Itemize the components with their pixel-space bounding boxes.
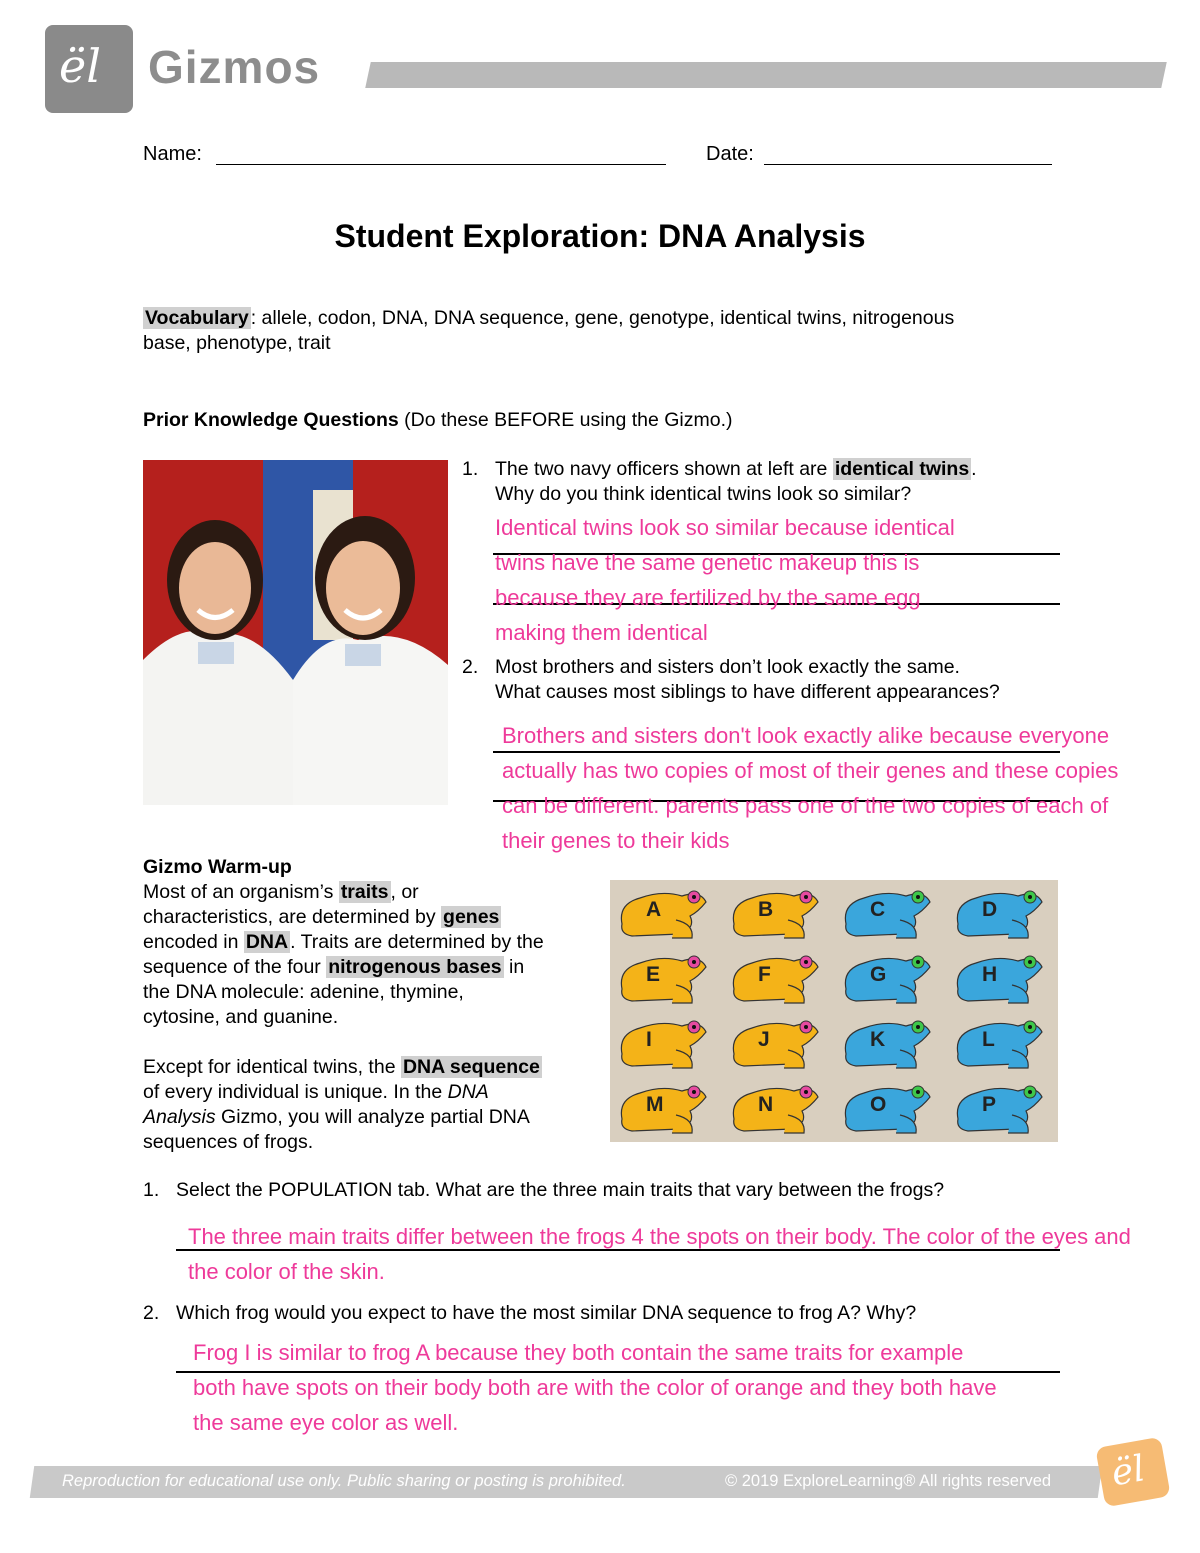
frog-label: N <box>758 1093 774 1116</box>
frog-label: J <box>758 1028 770 1051</box>
frog-icon <box>946 1010 1058 1075</box>
prior-q1-number: 1. <box>462 458 479 480</box>
frog-icon <box>834 1075 946 1140</box>
prior-heading: Prior Knowledge Questions <box>143 409 399 431</box>
frog-label: M <box>646 1093 664 1116</box>
warmup-text: Gizmo, you will analyze partial DNA <box>215 1106 530 1128</box>
frog-n <box>722 1075 834 1140</box>
name-label: Name: <box>143 143 202 165</box>
warmup-text: sequences of frogs. <box>143 1131 314 1153</box>
prior-q2-answer[interactable] <box>502 718 1192 858</box>
frog-icon <box>610 945 722 1010</box>
header-bar <box>365 62 1167 88</box>
vocabulary-label: Vocabulary <box>145 307 249 329</box>
vocab-highlight: nitrogenous bases <box>328 956 502 978</box>
frog-label: F <box>758 963 771 986</box>
frog-p <box>946 1075 1058 1140</box>
frog-i <box>610 1010 722 1075</box>
vocabulary-line1: : allele, codon, DNA, DNA sequence, gene, genotype, identical twins, nitrogenous <box>250 307 955 329</box>
q1-number: 1. <box>143 1179 160 1201</box>
warmup-heading: Gizmo Warm-up <box>143 856 292 878</box>
date-field[interactable] <box>764 146 1052 165</box>
frog-g <box>834 945 946 1010</box>
answer-line-text: their genes to their kids <box>502 828 730 853</box>
vocab-highlight: DNA sequence <box>402 1056 540 1078</box>
prior-q1-text <box>495 457 1095 507</box>
frog-o <box>834 1075 946 1140</box>
frog-population-panel <box>610 880 1058 1142</box>
frog-icon <box>946 945 1058 1010</box>
q2-number: 2. <box>143 1302 160 1324</box>
vocabulary-line2: base, phenotype, trait <box>143 332 331 354</box>
frog-label: G <box>870 963 887 986</box>
prior-q1-line1b: . <box>971 458 977 480</box>
frog-l <box>946 1010 1058 1075</box>
frog-h <box>946 945 1058 1010</box>
warmup-text: cytosine, and guanine. <box>143 1006 339 1028</box>
prior-q2-number: 2. <box>462 656 479 678</box>
prior-q2-text <box>495 655 1095 705</box>
answer-line-text: both have spots on their body both are with the color of orange and they both have <box>193 1375 997 1400</box>
answer-line-text: Brothers and sisters don't look exactly alike because everyone <box>502 723 1110 748</box>
frog-label: A <box>646 898 662 921</box>
frog-f <box>722 945 834 1010</box>
frog-label: K <box>870 1028 886 1051</box>
frog-label: I <box>646 1028 652 1051</box>
warmup-italic: DNA <box>447 1081 489 1103</box>
answer-line-text: Frog I is similar to frog A because they both contain the same traits for example <box>193 1340 964 1365</box>
prior-q1-highlight: identical twins <box>834 458 970 480</box>
frog-icon <box>946 880 1058 945</box>
frog-b <box>722 880 834 945</box>
prior-knowledge-heading <box>143 408 733 433</box>
vocab-highlight: DNA <box>245 931 289 953</box>
frog-label: E <box>646 963 661 986</box>
prior-q1-answer[interactable] <box>495 510 1095 650</box>
warmup-text: characteristics, are determined by <box>143 906 442 928</box>
frog-c <box>834 880 946 945</box>
footer-logo-glyph: ël <box>1108 1448 1148 1495</box>
warmup-section <box>143 855 603 1155</box>
twins-photo-svg <box>143 460 448 805</box>
warmup-text: , or <box>390 881 419 903</box>
gizmos-logo-icon <box>45 25 133 113</box>
answer-line-text: The three main traits differ between the frogs 4 the spots on their body. The color of the eyes and <box>188 1224 1131 1249</box>
frog-d <box>946 880 1058 945</box>
warmup-text: encoded in <box>143 931 244 953</box>
answer-line-text: actually has two copies of most of their genes and these copies <box>502 758 1119 783</box>
brand-name: Gizmos <box>148 41 321 93</box>
warmup-text: sequence of the four <box>143 956 327 978</box>
frog-icon <box>834 945 946 1010</box>
warmup-text: of every individual is unique. In the <box>143 1081 448 1103</box>
frog-icon <box>722 1010 834 1075</box>
vocab-highlight: genes <box>443 906 500 928</box>
frog-k <box>834 1010 946 1075</box>
frog-m <box>610 1075 722 1140</box>
frog-label: O <box>870 1093 887 1116</box>
frog-icon <box>834 1010 946 1075</box>
footer-copyright: © 2019 ExploreLearning® All rights reserved <box>725 1472 1052 1490</box>
frog-icon <box>722 1075 834 1140</box>
q2-text: Which frog would you expect to have the most similar DNA sequence to frog A? Why? <box>176 1302 917 1324</box>
warmup-text: the DNA molecule: adenine, thymine, <box>143 981 464 1003</box>
vocabulary <box>143 306 1083 356</box>
warmup-italic: Analysis <box>143 1106 216 1128</box>
prior-heading-note: (Do these BEFORE using the Gizmo.) <box>398 409 733 431</box>
frog-label: L <box>982 1028 995 1051</box>
frog-e <box>610 945 722 1010</box>
q2-answer[interactable] <box>193 1335 1093 1440</box>
warmup-text: Except for identical twins, the <box>143 1056 401 1078</box>
answer-line-text: making them identical <box>495 620 708 645</box>
prior-q2-line1: Most brothers and sisters don’t look exactly the same. <box>495 656 960 678</box>
frog-a <box>610 880 722 945</box>
page-title: Student Exploration: DNA Analysis <box>334 218 866 254</box>
prior-q1-line1a: The two navy officers shown at left are <box>495 458 833 480</box>
frog-icon <box>834 880 946 945</box>
frog-j <box>722 1010 834 1075</box>
frog-label: H <box>982 963 998 986</box>
frog-label: D <box>982 898 998 921</box>
q1-answer[interactable] <box>188 1219 1198 1289</box>
prior-q2-line2: What causes most siblings to have different appearances? <box>495 681 1000 703</box>
warmup-text: Most of an organism’s <box>143 881 339 903</box>
vocab-highlight: traits <box>340 881 389 903</box>
logo-glyph: ël <box>59 39 101 93</box>
answer-line-text: Identical twins look so similar because identical <box>495 515 955 540</box>
q1-text: Select the POPULATION tab. What are the three main traits that vary between the frogs? <box>176 1179 945 1201</box>
frog-label: P <box>982 1093 997 1116</box>
footer-notice: Reproduction for educational use only. Public sharing or posting is prohibited. <box>62 1472 626 1490</box>
answer-line-text: the color of the skin. <box>188 1259 385 1284</box>
frog-label: B <box>758 898 774 921</box>
answer-line-text: the same eye color as well. <box>193 1410 459 1435</box>
frog-icon <box>946 1075 1058 1140</box>
date-label: Date: <box>706 143 754 165</box>
explorelearning-logo-icon <box>1095 1437 1170 1508</box>
answer-line-text: can be different. parents pass one of the two copies of each of <box>502 793 1109 818</box>
prior-q1-line2: Why do you think identical twins look so similar? <box>495 483 912 505</box>
frog-icon <box>610 880 722 945</box>
frog-icon <box>610 1010 722 1075</box>
answer-line-text: because they are fertilized by the same egg <box>495 585 921 610</box>
warmup-text: in <box>503 956 525 978</box>
answer-line-text: twins have the same genetic makeup this is <box>495 550 920 575</box>
frog-icon <box>722 945 834 1010</box>
warmup-text: . Traits are determined by the <box>290 931 544 953</box>
frog-label: C <box>870 898 886 921</box>
twins-photo <box>143 460 448 805</box>
name-field[interactable] <box>216 146 666 165</box>
frog-icon <box>722 880 834 945</box>
frog-icon <box>610 1075 722 1140</box>
